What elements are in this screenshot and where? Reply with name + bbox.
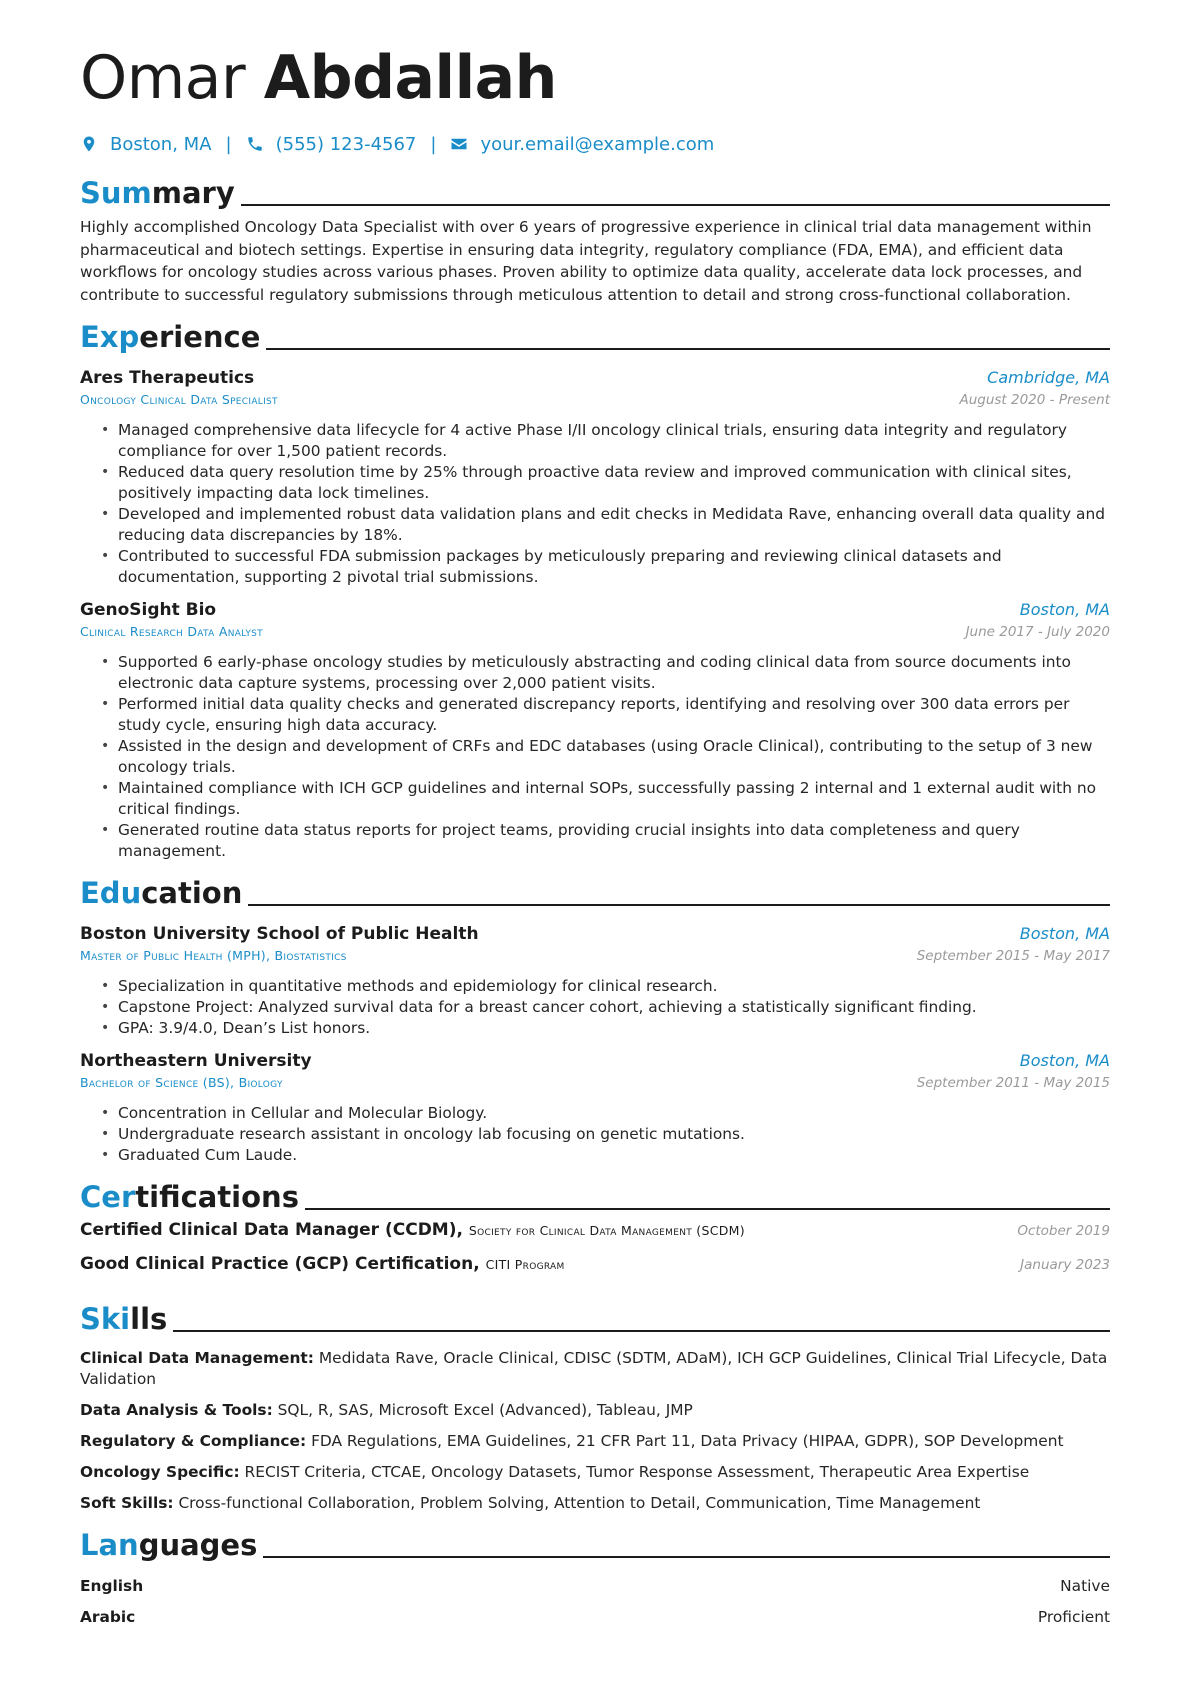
summary-text: Highly accomplished Oncology Data Specialist with over 6 years of progressive experience in clinical trial data management within pharmaceutical and biotech settings. Expertise in ensuring data integrity, regulatory compliance (FDA, EMA), and efficient data workflows for oncology studies across various phases. Proven ability to optimize data quality, accelerate data lock processes, and contribute to successful regulatory submissions through meticulous attention to detail and strong cross-functional collaboration. — [80, 218, 1092, 304]
section-heading — [80, 1518, 1110, 1564]
education-entry — [80, 922, 1110, 1039]
list-item: • Graduated Cum Laude. — [118, 1145, 1110, 1166]
certification-item: Certified Clinical Data Manager (CCDM), Society for Clinical Data Management (SCDM) October 2019 — [80, 1220, 1110, 1240]
job-dates: June 2017 - July 2020 — [965, 624, 1110, 640]
job-bullets — [80, 652, 1110, 862]
candidate-name — [80, 40, 1110, 116]
job-location: Boston, MA — [1019, 600, 1110, 619]
skill-row — [80, 1462, 1110, 1483]
list-item: • Performed initial data quality checks and generated discrepancy reports, identifying and resolving over 300 data errors per study cycle, ensuring high data accuracy. — [118, 694, 1110, 736]
skill-category: Regulatory & Compliance: — [80, 1432, 307, 1450]
section-heading — [80, 310, 1110, 356]
job-entry — [80, 366, 1110, 588]
summary-section — [80, 166, 1110, 306]
section-heading — [80, 166, 1110, 212]
contact-location — [80, 134, 212, 155]
certification-issuer: CITI Program — [485, 1257, 565, 1272]
contact-phone[interactable] — [246, 134, 417, 155]
job-title: Clinical Research Data Analyst — [80, 624, 263, 639]
last-name: Abdallah — [263, 43, 557, 113]
list-item: • Capstone Project: Analyzed survival data for a breast cancer cohort, achieving a statistically significant finding. — [118, 997, 1110, 1018]
location-text: Boston, MA — [110, 133, 212, 155]
certification-item: Good Clinical Practice (GCP) Certification, CITI Program January 2023 — [80, 1254, 1110, 1274]
section-title-experience: Experience — [80, 320, 261, 354]
list-item: • Reduced data query resolution time by 25% through proactive data review and improved communication with clinical sites, positively impacting data lock timelines. — [118, 462, 1110, 504]
school-location: Boston, MA — [1019, 1051, 1110, 1070]
company-name: Ares Therapeutics — [80, 368, 255, 388]
skill-row — [80, 1431, 1110, 1452]
contact-separator: | — [430, 133, 437, 155]
list-item: • Generated routine data status reports for project teams, providing crucial insights into data completeness and query management. — [118, 820, 1110, 862]
phone-icon — [246, 135, 264, 153]
section-heading — [80, 866, 1110, 912]
contact-email[interactable] — [450, 134, 714, 155]
certification-name: Good Clinical Practice (GCP) Certification — [80, 1254, 474, 1274]
skill-row — [80, 1400, 1110, 1421]
list-item: • Undergraduate research assistant in oncology lab focusing on genetic mutations. — [118, 1124, 1110, 1145]
certification-name: Certified Clinical Data Manager (CCDM) — [80, 1220, 457, 1240]
contact-line — [80, 126, 1110, 162]
skill-list: Cross-functional Collaboration, Problem Solving, Attention to Detail, Communication, Time Management — [178, 1494, 981, 1512]
education-dates: September 2015 - May 2017 — [916, 948, 1110, 964]
education-dates: September 2011 - May 2015 — [916, 1075, 1110, 1091]
email-text: your.email@example.com — [480, 133, 715, 155]
list-item: • Maintained compliance with ICH GCP guidelines and internal SOPs, successfully passing 2 internal and 1 external audit with no critical findings. — [118, 778, 1110, 820]
list-item: • Assisted in the design and development of CRFs and EDC databases (using Oracle Clinical), contributing to the setup of 3 new oncology trials. — [118, 736, 1110, 778]
language-name: English — [80, 1576, 144, 1595]
language-level: Proficient — [1037, 1607, 1110, 1626]
contact-separator: | — [225, 133, 232, 155]
job-bullets — [80, 420, 1110, 588]
school-location: Boston, MA — [1019, 924, 1110, 943]
language-level: Native — [1060, 1576, 1110, 1595]
job-entry — [80, 598, 1110, 862]
certification-issuer: Society for Clinical Data Management (SCDM) — [468, 1223, 745, 1238]
skill-list: Medidata Rave, Oracle Clinical, CDISC (SDTM, ADaM), ICH GCP Guidelines, Clinical Trial Lifecycle, Data Validation — [80, 1349, 1108, 1388]
section-title-certifications: Certifications — [80, 1180, 299, 1214]
education-entry — [80, 1049, 1110, 1166]
list-item: • Supported 6 early-phase oncology studies by meticulously abstracting and coding clinical data from source documents into electronic data capture systems, processing over 2,000 patient visits. — [118, 652, 1110, 694]
skills-section — [80, 1292, 1110, 1514]
skill-category: Data Analysis & Tools: — [80, 1401, 273, 1419]
certifications-section — [80, 1170, 1110, 1288]
skill-list: RECIST Criteria, CTCAE, Oncology Datasets, Tumor Response Assessment, Therapeutic Area Expertise — [244, 1463, 1030, 1481]
experience-section — [80, 310, 1110, 862]
certification-date: January 2023 — [1020, 1257, 1110, 1273]
envelope-icon — [450, 135, 468, 153]
skill-category: Soft Skills: — [80, 1494, 174, 1512]
section-rule — [305, 1208, 1110, 1210]
section-title-skills: Skills — [80, 1302, 168, 1336]
job-location: Cambridge, MA — [987, 368, 1110, 387]
phone-text: (555) 123-4567 — [275, 133, 417, 155]
job-dates: August 2020 - Present — [959, 392, 1110, 408]
section-rule — [266, 348, 1110, 350]
section-rule — [263, 1556, 1110, 1558]
skill-category: Oncology Specific: — [80, 1463, 240, 1481]
degree: Bachelor of Science (BS), Biology — [80, 1075, 283, 1090]
job-title: Oncology Clinical Data Specialist — [80, 392, 278, 407]
map-marker-icon — [80, 135, 98, 153]
skill-category: Clinical Data Management: — [80, 1349, 314, 1367]
certification-date: October 2019 — [1017, 1223, 1110, 1239]
skill-list: SQL, R, SAS, Microsoft Excel (Advanced), Tableau, JMP — [277, 1401, 693, 1419]
list-item: • Specialization in quantitative methods and epidemiology for clinical research. — [118, 976, 1110, 997]
section-heading — [80, 1292, 1110, 1338]
section-rule — [173, 1330, 1110, 1332]
skill-row — [80, 1493, 1110, 1514]
languages-section — [80, 1518, 1110, 1632]
section-rule — [248, 904, 1110, 906]
section-title-summary: Summary — [80, 176, 235, 210]
list-item: • GPA: 3.9/4.0, Dean’s List honors. — [118, 1018, 1110, 1039]
list-item: • Developed and implemented robust data validation plans and edit checks in Medidata Rave, enhancing overall data quality and reducing data discrepancies by 18%. — [118, 504, 1110, 546]
language-row — [80, 1601, 1110, 1632]
school-name: Boston University School of Public Health — [80, 924, 479, 944]
education-bullets — [80, 1103, 1110, 1166]
section-title-education: Education — [80, 876, 243, 910]
list-item: • Concentration in Cellular and Molecular Biology. — [118, 1103, 1110, 1124]
first-name: Omar — [80, 43, 246, 113]
skill-list: FDA Regulations, EMA Guidelines, 21 CFR Part 11, Data Privacy (HIPAA, GDPR), SOP Development — [311, 1432, 1064, 1450]
skill-row — [80, 1348, 1110, 1390]
list-item: • Contributed to successful FDA submission packages by meticulously preparing and reviewing clinical datasets and documentation, supporting 2 pivotal trial submissions. — [118, 546, 1110, 588]
list-item: • Managed comprehensive data lifecycle for 4 active Phase I/II oncology clinical trials, ensuring data integrity and regulatory compliance for over 1,500 patient records. — [118, 420, 1110, 462]
language-row — [80, 1570, 1110, 1601]
degree: Master of Public Health (MPH), Biostatistics — [80, 948, 347, 963]
language-name: Arabic — [80, 1607, 136, 1626]
company-name: GenoSight Bio — [80, 600, 217, 620]
section-heading — [80, 1170, 1110, 1216]
education-bullets — [80, 976, 1110, 1039]
section-title-languages: Languages — [80, 1528, 258, 1562]
section-rule — [241, 204, 1110, 206]
education-section — [80, 866, 1110, 1166]
school-name: Northeastern University — [80, 1051, 312, 1071]
